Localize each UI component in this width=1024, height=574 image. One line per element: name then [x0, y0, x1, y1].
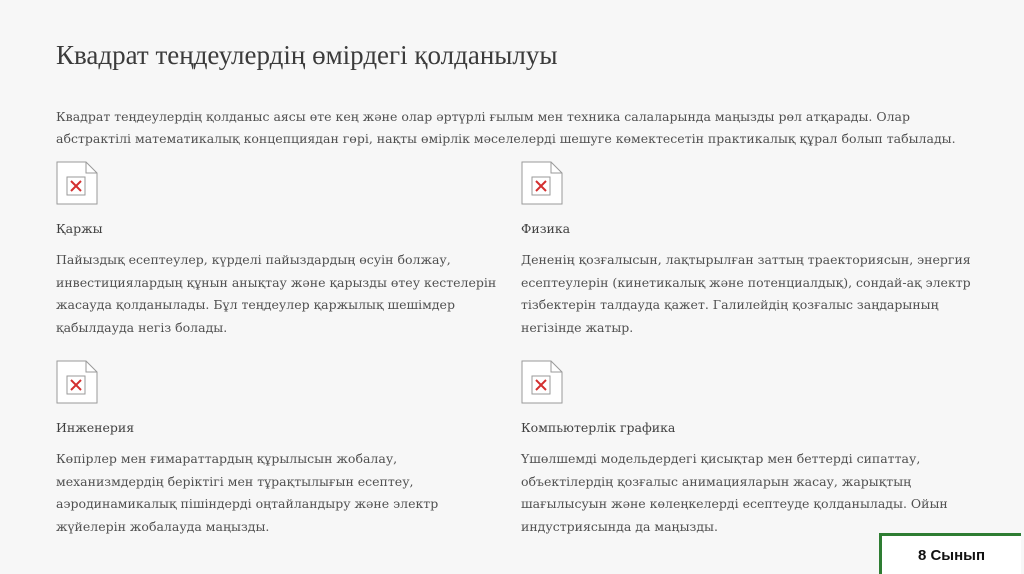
card-text: Көпірлер мен ғимараттардың құрылысын жобалау, механизмдердің беріктігі мен тұрақтылығын есептеу, аэродинамикалық пішіндерді оңтайландыру және электр жүйелерін жобалауда маңызды. [56, 451, 439, 534]
grade-badge [879, 533, 1021, 574]
grade-badge-label: 8 Сынып [917, 546, 986, 564]
intro-paragraph: Квадрат теңдеулердің қолданыс аясы өте кең және олар әртүрлі ғылым мен техника салаларында маңызды рөл атқарады. Олар абстрактілі математикалық концепциядан гөрі, нақты өмірлік мәселелерді шешуге көмектесетін практикалық құрал болып табылады. [56, 109, 956, 146]
broken-image-icon [521, 360, 563, 404]
slide-title: Квадрат теңдеулердің өмірдегі қолданылуы [56, 40, 558, 70]
broken-image-icon [521, 161, 563, 205]
broken-image-icon [56, 360, 98, 404]
card-title: Компьютерлік графика [521, 420, 676, 435]
card-title: Физика [521, 221, 571, 236]
card-title: Инженерия [56, 420, 135, 435]
card-text: Дененің қозғалысын, лақтырылған заттың траекториясын, энергия есептеулерін (кинетикалық және потенциалдық), сондай-ақ электр тізбектерін талдауда қажет. Галилейдің қозғалыс заңдарының негізінде жатыр. [521, 252, 971, 335]
card-text: Үшөлшемді модельдердегі қисықтар мен беттерді сипаттау, объектілердің қозғалыс анимацияларын жасау, жарықтың шағылысуын және көлеңкелерді есептеуде қолданылады. Ойын индустриясында да маңызды. [521, 451, 948, 534]
broken-image-icon [56, 161, 98, 205]
card-text: Пайыздық есептеулер, күрделі пайыздардың өсуін болжау, инвестициялардың құнын анықтау және қарызды өтеу кестелерін жасауда қолданылады. Бұл теңдеулер қаржылық шешімдер қабылдауда негіз болады. [56, 252, 497, 335]
card-title: Қаржы [56, 221, 103, 236]
